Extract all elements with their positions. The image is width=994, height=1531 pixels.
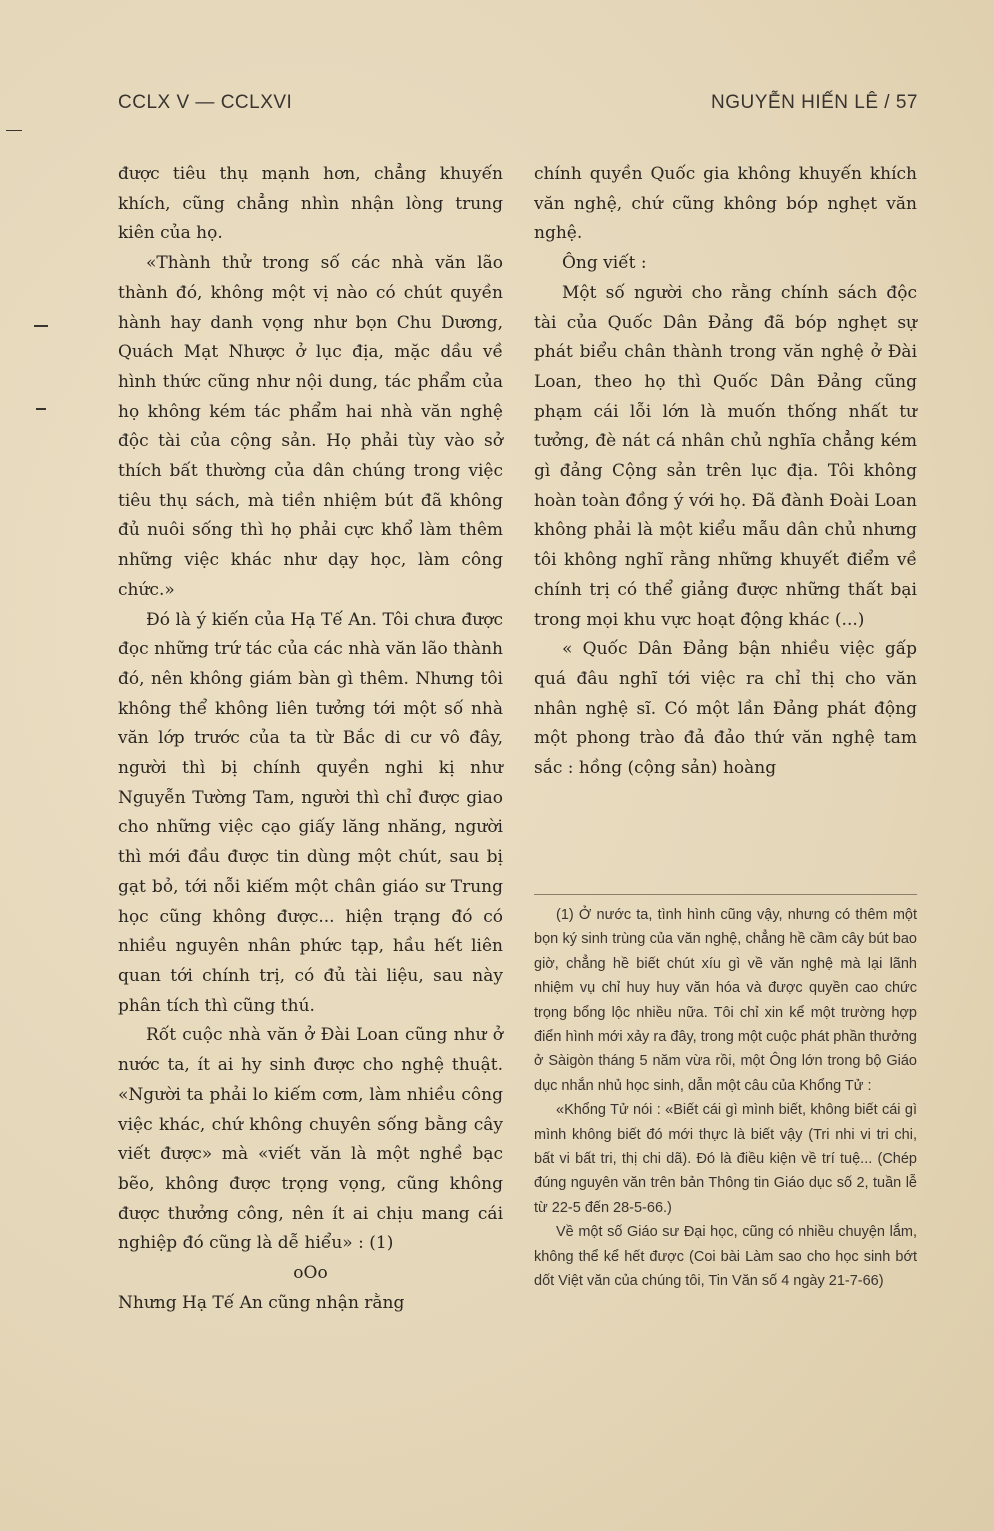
margin-mark <box>34 325 48 327</box>
footnotes <box>534 894 917 1294</box>
footnote: (1) Ở nước ta, tình hình cũng vậy, nhưng có thêm một bọn ký sinh trùng của văn nghệ, chẳng hề cầm cây bút bao giờ, chẳng hề biết chút xíu gì về văn nghệ mà lại lãnh nhiệm vụ chỉ huy huy văn hóa và được quyền cao chức trọng bổng lộc nhiều nữa. Tôi chỉ xin kể một trường hợp điển hình mới xảy ra đây, trong một cuộc phát phần thưởng ở Sàigòn tháng 5 năm vừa rồi, một Ông lớn trong bộ Giáo dục nhắn nhủ học sinh, dẫn một câu của Khổng Tử : <box>534 907 917 1094</box>
paragraph: Nhưng Hạ Tế An cũng nhận rằng <box>118 1292 405 1313</box>
paragraph: Đó là ý kiến của Hạ Tế An. Tôi chưa được đọc những trứ tác của các nhà văn lão thành đó, nên không giám bàn gì thêm. Nhưng tôi không thể không liên tưởng tới một số nhà văn lớp trước của ta từ Bắc di cư vô đây, người thì bị chính quyền nghi kị như Nguyễn Tường Tam, người thì chỉ được giao cho những việc cạo giấy lăng nhăng, người thì mới đầu được tin dùng một chút, sau bị gạt bỏ, tới nỗi kiếm một chân giáo sư Trung học cũng không được... hiện trạng đó có nhiều nguyên nhân phức tạp, hầu hết liên quan tới chính trị, có đủ tài liệu, sau này phân tích thì cũng thú. <box>118 609 503 1016</box>
margin-mark <box>6 130 22 131</box>
paragraph: được tiêu thụ mạnh hơn, chẳng khuyến khích, cũng chẳng nhìn nhận lòng trung kiên của họ. <box>118 164 503 244</box>
quote-paragraph: Một số người cho rằng chính sách độc tài của Quốc Dân Đảng đã bóp nghẹt sự phát biểu chân thành trong văn nghệ ở Đài Loan, theo họ thì Quốc Dân Đảng cũng phạm cái lỗi lớn là muốn thống nhất tư tưởng, đè nát cá nhân chủ nghĩa chẳng kém gì đảng Cộng sản trên lục địa. Tôi không hoàn toàn đồng ý với họ. Đã đành Đoài Loan không phải là một kiểu mẫu dân chủ nhưng tôi không nghĩ rằng những khuyết điểm về chính trị có thể giảng được những thất bại trong mọi khu vực hoạt động khác (...) <box>534 282 917 630</box>
paragraph: Rốt cuộc nhà văn ở Đài Loan cũng như ở nước ta, ít ai hy sinh được cho nghệ thuật. «Người ta phải lo kiếm cơm, làm nhiều công việc khác, chứ không chuyên sống bằng cây viết được» mà «viết văn là một nghề bạc bẽo, không được trọng vọng, cũng không được thưởng công, nên ít ai chịu mang cái nghiệp đó cũng là dễ hiểu» : (1) <box>118 1025 503 1254</box>
header-chapter-numbers: CCLX V — CCLXVI <box>118 92 293 113</box>
section-separator: oOo <box>293 1263 328 1284</box>
paragraph: «Thành thử trong số các nhà văn lão thành đó, không một vị nào có chút quyền hành hay danh vọng như bọn Chu Dương, Quách Mạt Nhược ở lục địa, mặc dầu về hình thức cũng như nội dung, tác phẩm của họ không kém tác phẩm hai nhà văn nghệ độc tài của cộng sản. Họ phải tùy vào sở thích bất thường của dân chúng trong việc tiêu thụ sách, mà tiền nhiệm bút đã không đủ nuôi sống thì họ phải cực khổ làm thêm những việc khác như dạy học, làm công chức.» <box>118 253 503 600</box>
paragraph: chính quyền Quốc gia không khuyến khích văn nghệ, chứ cũng không bóp nghẹt văn nghệ. <box>534 164 917 244</box>
left-column <box>118 160 503 1318</box>
quote-paragraph: « Quốc Dân Đảng bận nhiều việc gấp quá đâu nghĩ tới việc ra chỉ thị cho văn nhân nghệ sĩ. Có một lần Đảng phát động một phong trào đả đảo thứ văn nghệ tam sắc : hồng (cộng sản) hoàng <box>534 639 917 779</box>
footnote: Về một số Giáo sư Đại học, cũng có nhiều chuyện lắm, không thể kể hết được (Coi bài Làm sao cho học sinh bớt dốt Việt văn của chúng tôi, Tin Văn số 4 ngày 21-7-66) <box>534 1224 917 1290</box>
right-column <box>534 160 917 784</box>
footnote: «Khổng Tử nói : «Biết cái gì mình biết, không biết cái gì mình không biết đó mới thực là biết vậy (Tri nhi vi tri chi, bất vi bất tri, thị chi dã). Đó là điều kiện về trí tuệ... (Chép đúng nguyên văn trên bản Thông tin Giáo dục số 2, tuần lễ từ 22-5 đến 28-5-66.) <box>534 1102 917 1216</box>
header-author-page: NGUYỄN HIẾN LÊ / 57 <box>711 92 918 113</box>
running-header <box>118 92 918 122</box>
paragraph: Ông viết : <box>562 253 647 274</box>
margin-mark <box>36 408 46 410</box>
